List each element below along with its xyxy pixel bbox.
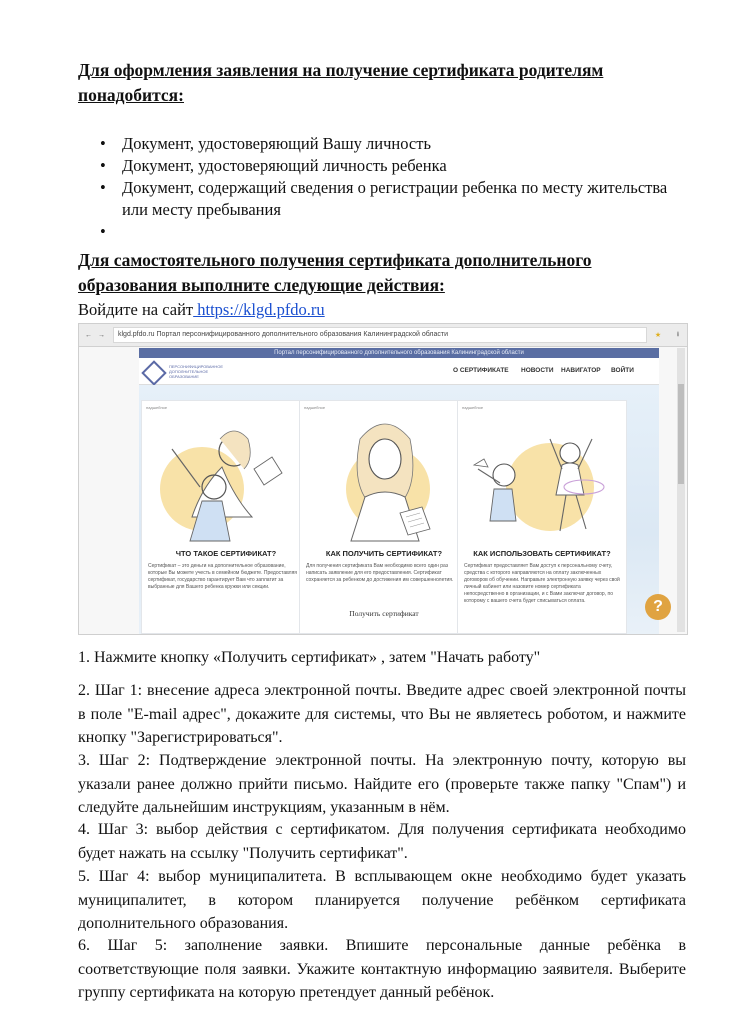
nav-login: ВОЙТИ [611,367,634,374]
heading-steps: Для самостоятельного получения сертификата дополнительного образования выполните следующие действия: [78,250,592,295]
step-3: 3. Шаг 2: Подтверждение электронной почты. На электронную почту, которую вы указали ранее должно прийти письмо. Найдите его (проверьте также папку "Спам") и следуйте дальнейшим инструкциям, указанным в нём. [78,752,686,816]
card-title: КАК ИСПОЛЬЗОВАТЬ СЕРТИФИКАТ? [473,549,611,558]
card-title: КАК ПОЛУЧИТЬ СЕРТИФИКАТ? [325,549,443,558]
logo-icon [141,360,166,385]
card-how-to-get [299,400,469,634]
list-item [78,177,678,221]
site-prefix: Войдите на сайт [78,300,194,319]
card-tag: надшебное [304,405,326,410]
nav-about: О СЕРТИФИКАТЕ [453,367,509,374]
website-screenshot [78,323,688,635]
card-tag: надшебное [146,405,168,410]
step-2: 2. Шаг 1: внесение адреса электронной почты. Введите адрес своей электронной почты в поле "E-mail адрес", докажите для системы, что Вы не являетесь роботом, и нажмите кнопку "Зарегистрироваться". [78,682,686,746]
card-body: Сертификат предоставляет Вам доступ к персональному счету, средства с которого направляются на оплату заключенных договоров об обучении. Направьте электронную заявку через свой личный кабинет или назовите номер сертификата непосредственно в организации, и с Вами заключат договор, по которому с вашего счета будет списываться оплата. [464,563,620,604]
card-how-to-use [457,400,627,634]
step-5: 5. Шаг 4: выбор муниципалитета. В всплывающем окне необходимо будет указать муниципалитет, в котором планируется получение ребёнком сертификата дополнительного образования. [78,868,686,932]
browser-address-bar [79,324,687,347]
heading-required-documents: Для оформления заявления на получение сертификата родителям понадобится: [78,60,604,105]
document-text [122,222,126,241]
nav-navigator: НАВИГАТОР [561,367,601,374]
list-item [78,221,678,243]
list-item [78,155,678,177]
back-arrow-icon: ← [85,331,92,339]
nav-news: НОВОСТИ [521,367,554,374]
documents-list [78,133,678,243]
logo-text: ПЕРСОНИФИЦИРОВАННОЕ ДОПОЛНИТЕЛЬНОЕ ОБРАЗОВАНИЕ [169,364,224,379]
step-6: 6. Шаг 5: заполнение заявки. Впишите персональные данные ребёнка в соответствующие поля заявки. Укажите контактную информацию заявителя. Выберите группу сертификата на которую претендует данный ребёнок. [78,937,686,1001]
step-1: 1. Нажмите кнопку «Получить сертификат» , затем "Начать работу" [78,649,541,666]
forward-arrow-icon: → [98,331,105,339]
download-icon: ⭳ [676,330,680,338]
card-what-is [141,400,311,634]
address-text: klgd.pfdo.ru Портал персонифицированного дополнительного образования Калининградской области [113,327,647,343]
document-text: Документ, содержащий сведения о регистрации ребенка по месту жительства или месту пребывания [122,178,668,219]
mother-child-illustration [142,409,310,549]
list-item [78,133,678,155]
site-banner: Портал персонифицированного дополнительного образования Калининградской области [139,348,659,358]
card-body: Сертификат – это деньги на дополнительное образование, которые Вы можете учесть в семейном бюджете. Предоставляя сертификат, государство гарантирует Вам что заплатит за выбранные для Вашего ребенка кружки или секции. [148,563,297,590]
document-text: Документ, удостоверяющий личность ребенка [122,156,447,175]
children-play-illustration [458,409,626,549]
document-text: Документ, удостоверяющий Вашу личность [122,134,431,153]
card-tag: надшебное [462,405,484,410]
help-button[interactable]: ? [645,594,671,620]
scrollbar-thumb[interactable] [678,384,684,484]
bullet: • [100,222,106,241]
site-nav [139,358,659,385]
card-title: ЧТО ТАКОЕ СЕРТИФИКАТ? [175,549,277,558]
star-icon: ★ [654,332,662,339]
bullet: • [100,134,106,153]
site-link[interactable]: https://klgd.pfdo.ru [193,300,325,319]
site-instruction [78,300,325,320]
woman-document-illustration [300,409,468,549]
step-4: 4. Шаг 3: выбор действия с сертификатом. Для получения сертификата необходимо будет нажать на ссылку "Получить сертификат". [78,821,686,862]
bullet: • [100,178,106,197]
card-body: Для получения сертификата Вам необходимо всего один раз написать заявление для его предоставления. Сертификат сохраняется за ребенком до достижения им совершеннолетия. [306,563,454,583]
get-certificate-link[interactable]: Получить сертификат [349,609,419,618]
bullet: • [100,156,106,175]
